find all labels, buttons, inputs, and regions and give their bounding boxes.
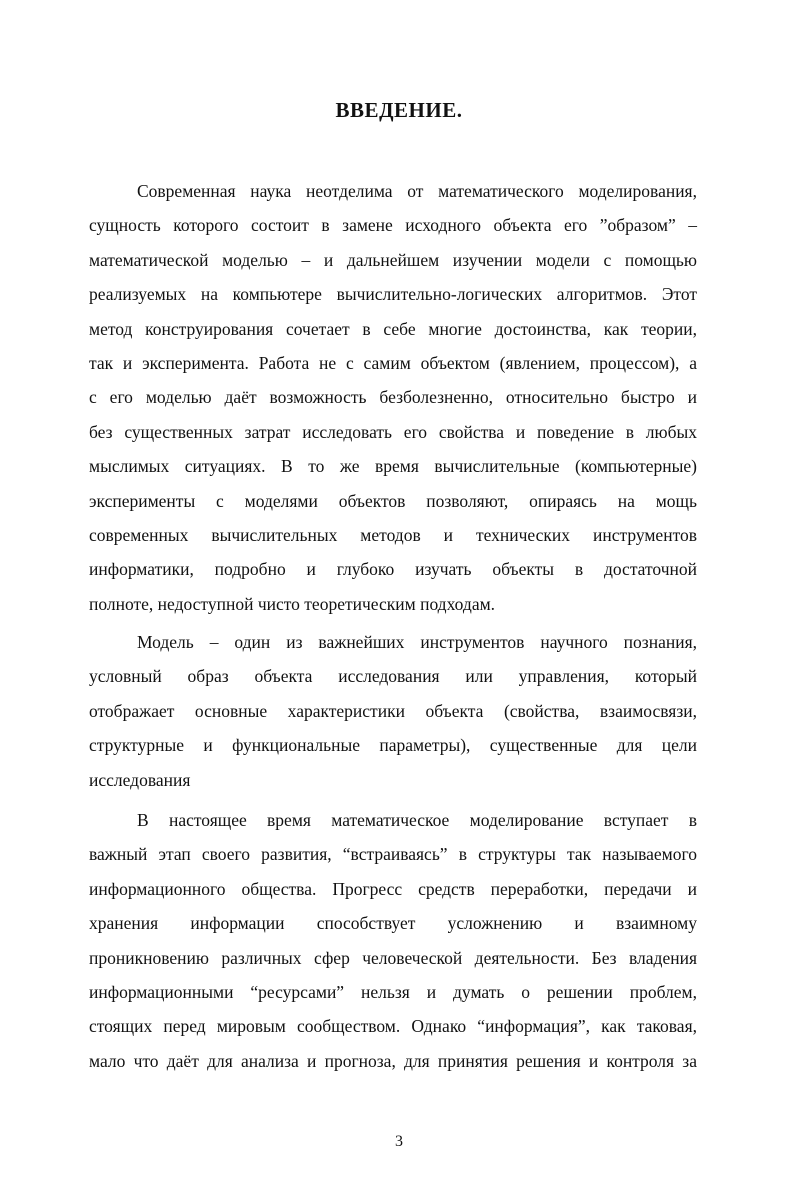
text-line: информационными “ресурсами” нельзя и думать о решении проблем, xyxy=(89,981,697,1002)
text-line: современных вычислительных методов и технических инструментов xyxy=(89,524,697,545)
text-line: так и эксперимента. Работа не с самим объектом (явлением, процессом), а xyxy=(89,352,697,373)
text-line: метод конструирования сочетает в себе многие достоинства, как теории, xyxy=(89,318,697,339)
page-title: ВВЕДЕНИЕ. xyxy=(335,98,463,122)
text-line: условный образ объекта исследования или управления, который xyxy=(89,666,697,687)
page-number: 3 xyxy=(395,1133,403,1150)
text-line: эксперименты с моделями объектов позволяют, опираясь на мощь xyxy=(89,490,697,511)
paragraph-1 xyxy=(89,174,697,621)
text-line: реализуемых на компьютере вычислительно-логических алгоритмов. Этот xyxy=(89,284,697,305)
text-line: хранения информации способствует усложнению и взаимному xyxy=(89,913,697,934)
text-line: проникновению различных сфер человеческой деятельности. Без владения xyxy=(89,947,697,968)
text-line: с его моделью даёт возможность безболезненно, относительно быстро и xyxy=(89,387,697,408)
text-line: мыслимых ситуациях. В то же время вычислительные (компьютерные) xyxy=(89,456,697,477)
text-line: Современная наука неотделима от математического моделирования, xyxy=(137,181,697,201)
text-line: отображает основные характеристики объекта (свойства, взаимосвязи, xyxy=(89,700,697,721)
text-line: информатики, подробно и глубоко изучать объекты в достаточной xyxy=(89,559,697,580)
text-line: полноте, недоступной чисто теоретическим подходам. xyxy=(89,593,496,614)
paragraph-3 xyxy=(89,803,697,1078)
text-line: исследования xyxy=(89,769,191,790)
paragraph-2 xyxy=(89,625,697,797)
text-line: Модель – один из важнейших инструментов научного познания, xyxy=(137,632,697,653)
text-line: мало что даёт для анализа и прогноза, для принятия решения и контроля за xyxy=(89,1050,697,1071)
text-line: без существенных затрат исследовать его свойства и поведение в любых xyxy=(89,421,697,442)
text-line: В настоящее время математическое моделирование вступает в xyxy=(137,810,697,831)
text-line: математической моделью – и дальнейшем изучении модели с помощью xyxy=(89,249,697,270)
body-text xyxy=(89,174,697,1078)
text-line: важный этап своего развития, “встраиваясь” в структуры так называемого xyxy=(89,844,697,865)
text-line: структурные и функциональные параметры), существенные для цели xyxy=(89,735,697,756)
text-line: стоящих перед мировым сообществом. Однако “информация”, как таковая, xyxy=(89,1016,697,1037)
text-line: сущность которого состоит в замене исходного объекта его ”образом” – xyxy=(89,215,697,236)
text-line: информационного общества. Прогресс средств переработки, передачи и xyxy=(89,878,697,899)
